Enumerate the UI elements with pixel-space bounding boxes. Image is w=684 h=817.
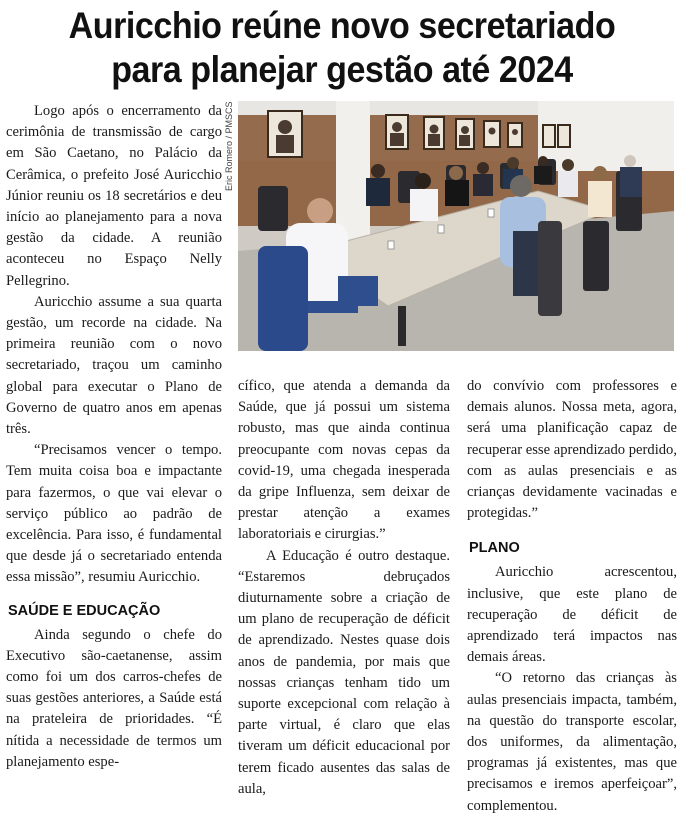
section-heading-saude: SAÚDE E EDUCAÇÃO — [8, 602, 161, 619]
paragraph: Auricchio acrescentou, inclusive, que este plano de recuperação de déficit de aprendizado terá impactos nas demais áreas. — [467, 564, 677, 666]
headline-line-1: Auricchio reúne novo secretariado — [68, 5, 616, 46]
column-1 — [6, 101, 222, 773]
paragraph: Auricchio assume a sua quarta gestão, um recorde na cidade. Na primeira reunião com o novo secretariado, traçou um caminho global para executar o Plano de Governo de quatro anos em apenas três. — [6, 293, 222, 438]
paragraph: “O retorno das crianças às aulas presenciais impacta, também, na questão do transporte escolar, dos uniformes, da alimentação, programas já existentes, mas que precisamos e iremos aperfeiçoar”, complementou. — [467, 670, 677, 814]
meeting-photo — [238, 101, 674, 351]
meeting-photo-illustration — [238, 101, 674, 351]
paragraph: Ainda segundo o chefe do Executivo são-caetanense, assim como foi um dos carros-chefes de suas gestões anteriores, a Saúde está na prateleira de prioridades. “É nítida a necessidade de termos um planejamento espe- — [6, 626, 222, 770]
photo-credit: Eric Romero / PMSCS — [224, 101, 234, 191]
paragraph: Logo após o encerramento da cerimônia de transmissão de cargo em São Caetano, no Palácio da Cerâmica, o prefeito José Auricchio Júnior reuniu os 18 secretários e deu início ao planejamento para a nova gestão da cidade. A reunião aconteceu no Espaço Nelly Pellegrino. — [6, 103, 222, 289]
paragraph: do convívio com professores e demais alunos. Nossa meta, agora, será uma planificação capaz de recuperar esse aprendizado perdido, com as aulas presenciais e as crianças devidamente vacinadas e protegidas.” — [467, 378, 677, 522]
headline — [27, 4, 656, 92]
paragraph: A Educação é outro destaque. “Estaremos debruçados diuturnamente sobre a criação de um plano de recuperação de déficit de aprendizado. Nestes quase dois anos de pandemia, por mais que nossas crianças tenham tido um suporte excepcional com relação à parte virtual, é claro que elas tiveram um déficit educacional por terem ficado ausentes das salas de aula, — [238, 547, 450, 797]
paragraph: “Precisamos vencer o tempo. Tem muita coisa boa e impactante para fazermos, o que vai elevar o serviço público ao padrão de excelência. Para isso, é fundamental que desde já o secretariado entenda essa missão”, resumiu Auricchio. — [6, 442, 222, 586]
column-2 — [238, 376, 450, 800]
paragraph: cífico, que atenda a demanda da Saúde, que já possui um sistema robusto, mas que ainda continua preocupante com novas cepas da covid-19, uma chegada inesperada da gripe Influenza, sem deixar de prestar atenção a exames laboratoriais e cirurgias.” — [238, 378, 450, 543]
headline-line-2: para planejar gestão até 2024 — [111, 49, 573, 90]
column-3 — [467, 376, 677, 817]
section-heading-plano: PLANO — [469, 540, 520, 557]
